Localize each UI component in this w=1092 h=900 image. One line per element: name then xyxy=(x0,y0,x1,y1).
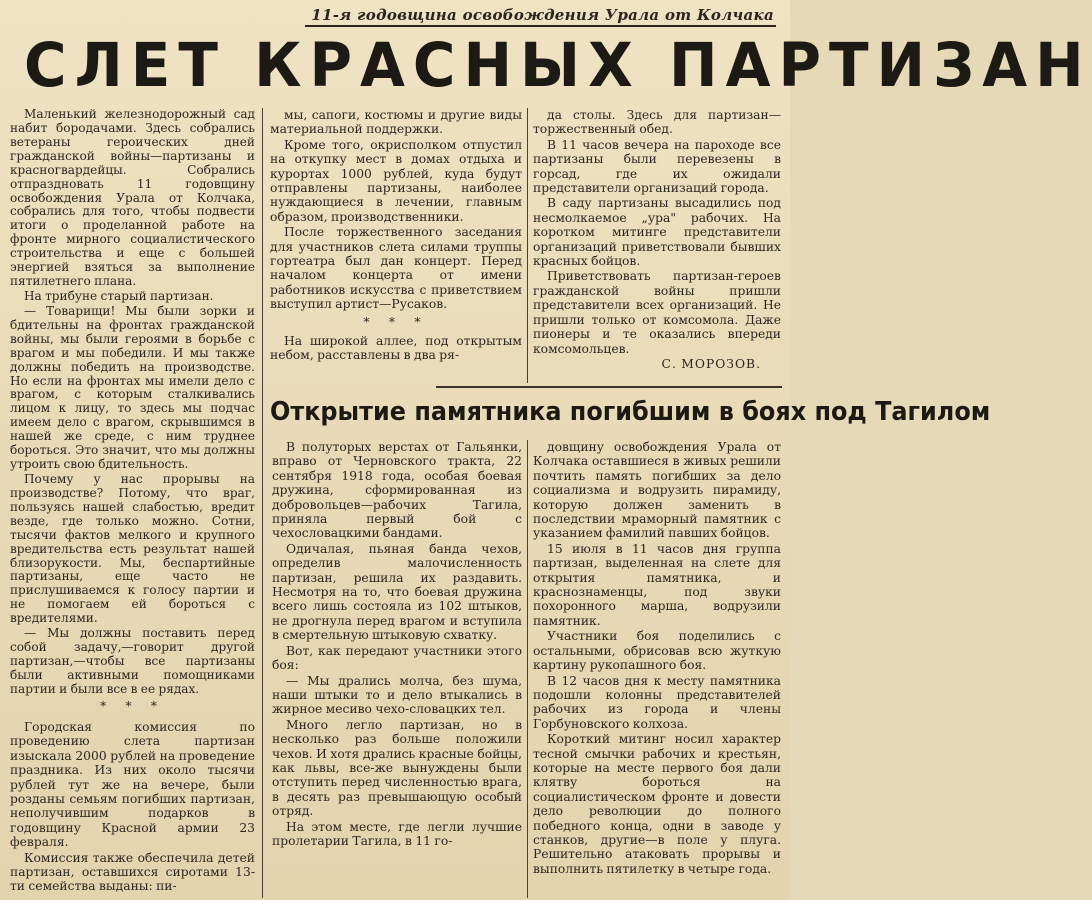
paragraph: Вот, как передают участники этого боя: xyxy=(272,643,522,673)
paragraph: На широкой аллее, под открытым небом, расставлены в два ря- xyxy=(270,334,522,363)
paragraph: Маленький железнодорожный сад набит бородачами. Здесь собрались ветераны героических дней гражданской войны—партизаны и красногвардейцы. Собрались отпраздновать 11 годовщину освобождения Урала от Колчака, собрались для того, чтобы подвести итоги о проделанной работе на фронте мирного социалистического строительства и еще с большей энергией взяться за выполнение пятилетнего плана. xyxy=(10,107,255,289)
paragraph: В саду партизаны высадились под несмолкаемое „ура" рабочих. На коротком митинге представители организаций приветствовали бывших красных бойцов. xyxy=(533,196,781,269)
column-divider xyxy=(527,440,528,898)
article-column-2 xyxy=(270,108,522,330)
author-signature: С. МОРОЗОВ. xyxy=(661,356,761,371)
article-column-1-continued xyxy=(10,720,255,898)
paragraph: — Мы дрались молча, без шума, наши штыки то и дело втыкались в жирное месиво чехо-словацких тел. xyxy=(272,673,522,717)
paragraph: Короткий митинг носил характер тесной смычки рабочих и крестьян, которые на месте первого боя дали клятву бороться на социалистическом фронте и довести дело революции до полного победного конца, одни в заводе у станков, другие—в поле у плуга. Решительно атаковать прорывы и выполнить пятилетку в четыре года. xyxy=(533,732,781,876)
paragraph: Участники боя поделились с остальными, обрисовав всю жуткую картину рукопашного боя. xyxy=(533,629,781,673)
article-column-1 xyxy=(10,108,255,716)
paragraph: Кроме того, окрисполком отпустил на откупку мест в домах отдыха и курортах 1000 рублей, куда будут отправлены партизаны, наиболее нуждающиеся в лечении, главным образом, производственники. xyxy=(270,137,522,224)
paragraph: В 11 часов вечера на пароходе все партизаны были перевезены в горсад, где их ожидали представители организаций города. xyxy=(533,137,781,196)
paragraph: довщину освобождения Урала от Колчака оставшиеся в живых решили почтить память погибших за дело социализма и водрузить пирамиду, которую должен заменить в последствии мраморный памятник с указанием фамилий павших бойцов. xyxy=(533,440,781,541)
section-break-stars: * * * xyxy=(100,698,165,713)
section-break-stars: * * * xyxy=(363,314,429,329)
paragraph: Городская комиссия по проведению слета партизан изыскала 2000 рублей на проведение праздника. Из них около тысячи рублей тут же на вечере, были розданы семьям погибших партизан, неполучившим подарков в годовщину Красной армии 23 февраля. xyxy=(10,720,255,850)
paragraph: 15 июля в 11 часов дня группа партизан, выделенная на слете для открытия памятника, и краснознаменцы, под звуки похоронного марша, водрузили памятник. xyxy=(533,541,781,628)
column-divider xyxy=(262,108,263,898)
anniversary-kicker: 11-я годовщина освобождения Урала от Колчака xyxy=(305,6,776,27)
paragraph: Одичалая, пьяная банда чехов, определив малочисленность партизан, решила их раздавить. Несмотря на то, что боевая дружина всего лишь состояла из 102 штыков, не дрогнула перед врагом и вступила в смертельную штыковую схватку. xyxy=(272,541,522,643)
paragraph: Комиссия также обеспечила детей партизан, оставшихся сиротами 13-ти семейства выданы: пи- xyxy=(10,850,255,894)
second-headline: Открытие памятника погибшим в боях под Тагилом xyxy=(270,397,991,427)
headline: СЛЕТ КРАСНЫХ ПАРТИЗАН xyxy=(24,29,1092,101)
paragraph: Почему у нас прорывы на производстве? Потому, что враг, пользуясь нашей слабостью, вредит везде, где только можно. Сотни, тысячи фактов мелкого и крупного вредительства есть результат нашей близорукости. Мы, беспартийные партизаны, еще часто не прислушиваемся к голосу партии и не помогаем ей бороться с вредителями. xyxy=(10,471,255,626)
article-column-3 xyxy=(533,108,781,386)
paragraph: В 12 часов дня к месту памятника подошли колонны представителей рабочих из города и члены Горбуновского колхоза. xyxy=(533,673,781,731)
article-column-2-continued xyxy=(270,334,522,376)
paragraph: На этом месте, где легли лучшие пролетарии Тагила, в 11 го- xyxy=(272,819,522,848)
memorial-column-2 xyxy=(533,440,781,898)
paragraph: После торжественного заседания для участников слета силами труппы гортеатра был дан концерт. Перед началом концерта от имени работников искусства с приветствием выступил артист—Русаков. xyxy=(270,225,522,312)
paragraph: На трибуне старый партизан. xyxy=(24,288,214,303)
column-divider xyxy=(527,108,528,383)
paragraph: да столы. Здесь для партизан—торжественный обед. xyxy=(533,108,781,137)
paragraph: В полуторых верстах от Гальянки, вправо от Черновского тракта, 22 сентября 1918 года, особая боевая дружина, сформированная из добровольцев—рабочих Тагила, приняла первый бой с чехословацкими бандами. xyxy=(272,440,522,541)
paragraph: Приветствовать партизан-героев гражданской войны пришли представители всех организаций. Не пришли только от комсомола. Даже пионеры и те оказались впереди комсомольцев. xyxy=(533,269,781,356)
paragraph: Много легло партизан, но в несколько раз больше положили чехов. И хотя дрались красные бойцы, как львы, все-же вынуждены были отступить перед численностью врага, в десять раз превышающую особый отряд. xyxy=(272,717,522,819)
paragraph: мы, сапоги, костюмы и другие виды материальной поддержки. xyxy=(270,108,522,137)
memorial-column-1 xyxy=(272,440,522,898)
paragraph: — Мы должны поставить перед собой задачу,—говорит другой партизан,—чтобы все партизаны были активными помощниками партии и были все в ее рядах. xyxy=(10,626,255,696)
paragraph: — Товарищи! Мы были зорки и бдительны на фронтах гражданской войны, мы были героями в борьбе с врагом и мы победили. И мы также должны победить на производстве. Но если на фронтах мы имели дело с врагом, с которым сталкивались лицом к лицу, то здесь мы подчас имеем дело с врагом, скрывшимся в нашей же среде, с ним труднее бороться. Это значит, что мы должны утроить свою бдительность. xyxy=(10,303,255,472)
